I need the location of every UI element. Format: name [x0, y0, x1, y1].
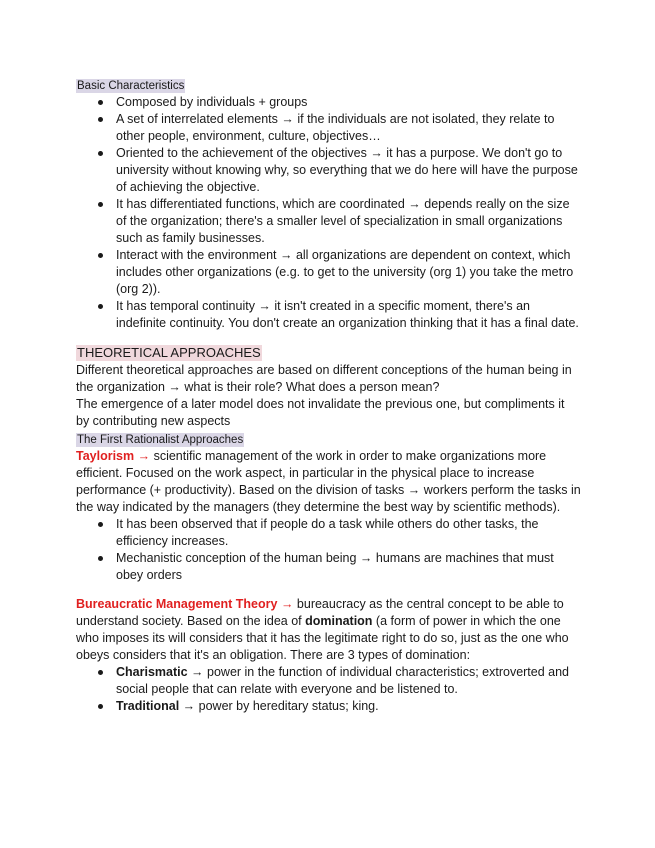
- charismatic-text: → power in the function of individual characteristics; extroverted and social people that can relate with everyone and be listened to.: [116, 665, 570, 696]
- arrow-icon: →: [280, 597, 294, 611]
- basic-characteristics-heading: Basic Characteristics: [77, 80, 185, 92]
- list-item: [96, 698, 581, 715]
- list-item: It has temporal continuity → it isn't created in a specific moment, there's an indefinite continuity. You don't create an organization thinking that it has a final date.: [96, 298, 581, 332]
- traditional-term: Traditional: [116, 699, 180, 713]
- document-page: [76, 76, 581, 715]
- taylorism-term: Taylorism: [76, 449, 135, 463]
- list-item: It has been observed that if people do a task while others do other tasks, the efficiency increases.: [96, 516, 581, 550]
- bureaucratic-text-b: (a form of power in which the one who imposes its will considers that it has the legitimate right to do so, just as the one who obeys considers that it's an obligation. There are 3 types of domination:: [76, 614, 569, 662]
- rationalist-heading: The First Rationalist Approaches: [77, 434, 244, 446]
- charismatic-term: Charismatic: [116, 665, 188, 679]
- list-item: A set of interrelated elements → if the individuals are not isolated, they relate to other people, environment, culture, objectives…: [96, 111, 581, 145]
- taylorism-text: scientific management of the work in order to make organizations more efficient. Focused on the work aspect, in particular in the physical place to increase performance (+ productivity). Based on the division of tasks → workers perform the tasks in the way indicated by the managers (they determine the best way by scientific methods).: [76, 449, 581, 514]
- bureaucratic-term: Bureaucratic Management Theory: [76, 597, 278, 611]
- list-item: Interact with the environment → all organizations are dependent on context, which includes other organizations (e.g. to get to the university (org 1) you take the metro (org 2)).: [96, 247, 581, 298]
- arrow-icon: →: [137, 449, 151, 463]
- theoretical-approaches-heading: THEORETICAL APPROACHES: [77, 345, 261, 360]
- list-item: Mechanistic conception of the human being → humans are machines that must obey orders: [96, 550, 581, 584]
- bureaucratic-text-a: bureaucracy as the central concept to be able to understand society. Based on the idea of: [76, 597, 564, 628]
- theoretical-paragraph: The emergence of a later model does not invalidate the previous one, but compliments it by contributing new aspects: [76, 397, 565, 428]
- list-item: Composed by individuals + groups: [96, 94, 581, 111]
- domination-term: domination: [305, 614, 373, 628]
- basic-characteristics-list: [76, 94, 581, 332]
- domination-list: [76, 664, 581, 715]
- list-item: [96, 664, 581, 698]
- list-item: Oriented to the achievement of the objectives → it has a purpose. We don't go to university without knowing why, so everything that we do here will have the purpose of achieving the objective.: [96, 145, 581, 196]
- taylorism-list: [76, 516, 581, 584]
- taylorism-paragraph: [76, 448, 581, 516]
- traditional-text: → power by hereditary status; king.: [179, 699, 379, 713]
- list-item: It has differentiated functions, which are coordinated → depends really on the size of the organization; there's a smaller level of specialization in small organizations such as family businesses.: [96, 196, 581, 247]
- bureaucratic-paragraph: [76, 596, 581, 664]
- theoretical-paragraph: Different theoretical approaches are based on different conceptions of the human being in the organization → what is their role? What does a person mean?: [76, 363, 572, 394]
